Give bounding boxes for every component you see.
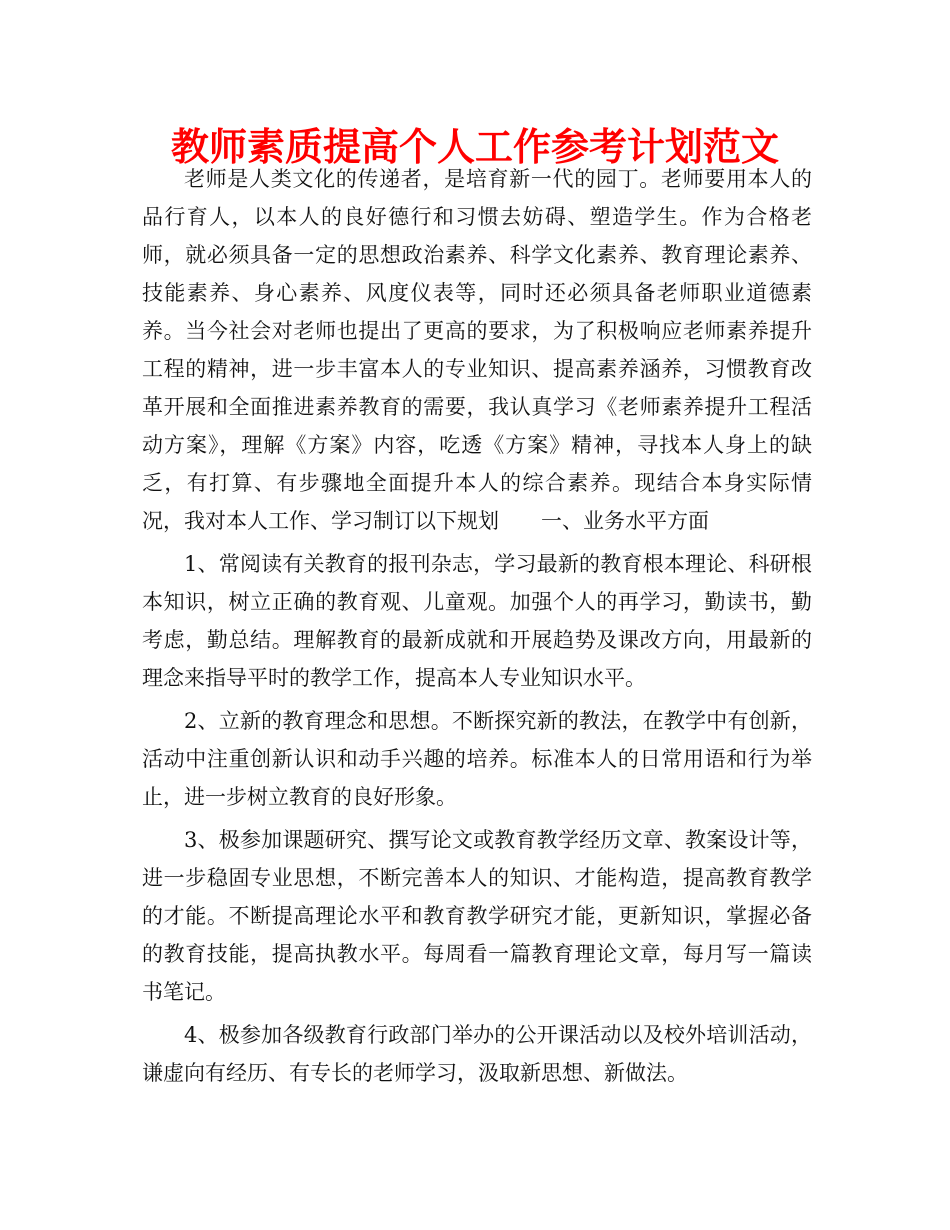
document-title: 教师素质提高个人工作参考计划范文 — [170, 125, 779, 169]
paragraph-item-1: 1、常阅读有关教育的报刊杂志，学习最新的教育根本理论、科研根本知识，树立正确的教育观、儿童观。加强个人的再学习，勤读书，勤考虑，勤总结。理解教育的最新成就和开展趋势及课改方向，用最新的理念来指导平时的教学工作，提高本人专业知识水平。 — [142, 552, 812, 690]
paragraph-item-2: 2、立新的教育理念和思想。不断探究新的教法，在教学中有创新，活动中注重创新认识和动手兴趣的培养。标准本人的日常用语和行为举止，进一步树立教育的良好形象。 — [142, 709, 812, 809]
paragraph-item-3: 3、极参加课题研究、撰写论文或教育教学经历文章、教案设计等，进一步稳固专业思想，不断完善本人的知识、才能构造，提高教育教学的才能。不断提高理论水平和教育教学研究才能，更新知识，掌握必备的教育技能，提高执教水平。每周看一篇教育理论文章，每月写一篇读书笔记。 — [142, 828, 812, 1004]
document-body — [142, 160, 812, 1097]
paragraph-item-4: 4、极参加各级教育行政部门举办的公开课活动以及校外培训活动，谦虚向有经历、有专长的老师学习，汲取新思想、新做法。 — [142, 1023, 812, 1085]
paragraph-intro: 老师是人类文化的传递者，是培育新一代的园丁。老师要用本人的品行育人，以本人的良好德行和习惯去妨碍、塑造学生。作为合格老师，就必须具备一定的思想政治素养、科学文化素养、教育理论素养、技能素养、身心素养、风度仪表等，同时还必须具备老师职业道德素养。当今社会对老师也提出了更高的要求，为了积极响应老师素养提升工程的精神，进一步丰富本人的专业知识、提高素养涵养，习惯教育改革开展和全面推进素养教育的需要，我认真学习《老师素养提升工程活动方案》，理解《方案》内容，吃透《方案》精神，寻找本人身上的缺乏，有打算、有步骤地全面提升本人的综合素养。现结合本身实际情况，我对本人工作、学习制订以下规划 一、业务水平方面 — [142, 167, 812, 533]
